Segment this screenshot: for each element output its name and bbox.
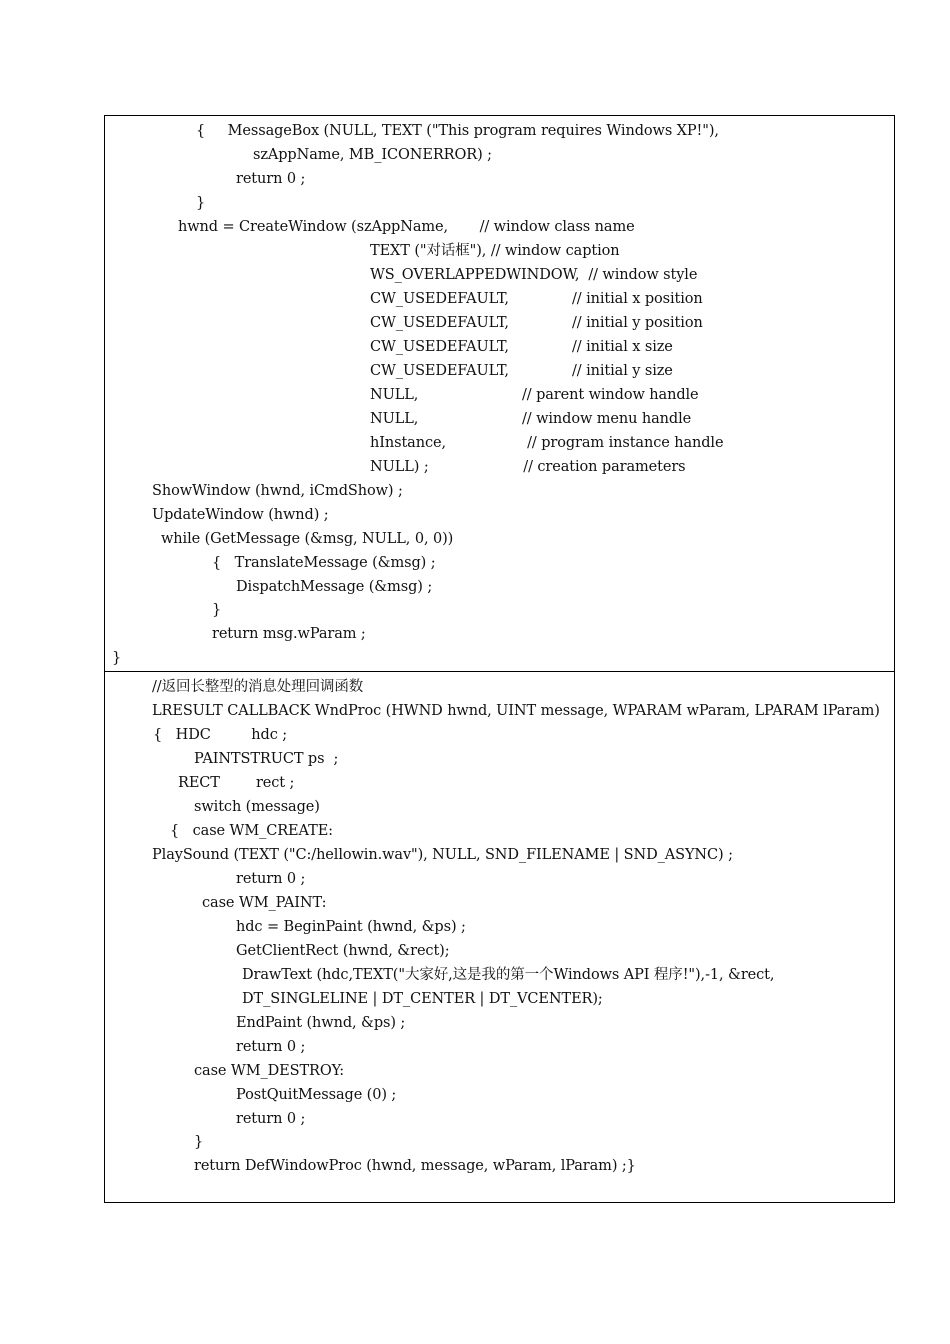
code-line: { HDC hdc ; bbox=[153, 727, 288, 743]
code-line: WS_OVERLAPPEDWINDOW, // window style bbox=[370, 267, 698, 283]
code-line: szAppName, MB_ICONERROR) ; bbox=[253, 147, 492, 163]
code-line: RECT rect ; bbox=[178, 775, 295, 791]
code-line: return msg.wParam ; bbox=[212, 626, 366, 642]
code-line: return 0 ; bbox=[236, 171, 306, 187]
code-line: switch (message) bbox=[194, 799, 320, 815]
table-divider bbox=[104, 671, 895, 672]
code-line: return 0 ; bbox=[236, 871, 306, 887]
code-line: PAINTSTRUCT ps ; bbox=[194, 751, 339, 767]
code-line: return 0 ; bbox=[236, 1039, 306, 1055]
code-line: while (GetMessage (&msg, NULL, 0, 0)) bbox=[161, 531, 454, 547]
code-line: hInstance, // program instance handle bbox=[370, 435, 724, 451]
code-line: NULL, // parent window handle bbox=[370, 387, 699, 403]
code-line: PlaySound (TEXT ("C:/hellowin.wav"), NULL, SND_FILENAME | SND_ASYNC) ; bbox=[152, 847, 733, 863]
code-line: DrawText (hdc,TEXT("大家好,这是我的第一个Windows API 程序!"),-1, &rect, bbox=[242, 967, 775, 983]
code-line: UpdateWindow (hwnd) ; bbox=[152, 507, 329, 523]
code-line: hwnd = CreateWindow (szAppName, // window class name bbox=[178, 219, 635, 235]
code-line: CW_USEDEFAULT, // initial y size bbox=[370, 363, 673, 379]
code-line: LRESULT CALLBACK WndProc (HWND hwnd, UINT message, WPARAM wParam, LPARAM lParam) bbox=[152, 703, 880, 719]
code-line: hdc = BeginPaint (hwnd, &ps) ; bbox=[236, 919, 466, 935]
code-line: NULL) ; // creation parameters bbox=[370, 459, 686, 475]
code-line: NULL, // window menu handle bbox=[370, 411, 692, 427]
code-line: CW_USEDEFAULT, // initial x size bbox=[370, 339, 673, 355]
code-line: { MessageBox (NULL, TEXT ("This program requires Windows XP!"), bbox=[196, 123, 719, 139]
code-line: TEXT ("对话框"), // window caption bbox=[370, 243, 620, 259]
code-line: PostQuitMessage (0) ; bbox=[236, 1087, 397, 1103]
code-line: EndPaint (hwnd, &ps) ; bbox=[236, 1015, 406, 1031]
code-line: GetClientRect (hwnd, &rect); bbox=[236, 943, 450, 959]
code-line: case WM_DESTROY: bbox=[194, 1063, 345, 1079]
code-line: ShowWindow (hwnd, iCmdShow) ; bbox=[152, 483, 403, 499]
code-line: DT_SINGLELINE | DT_CENTER | DT_VCENTER); bbox=[242, 991, 603, 1007]
code-line: { TranslateMessage (&msg) ; bbox=[212, 555, 436, 571]
code-line: CW_USEDEFAULT, // initial x position bbox=[370, 291, 703, 307]
code-line: DispatchMessage (&msg) ; bbox=[236, 579, 433, 595]
code-line: { case WM_CREATE: bbox=[170, 823, 333, 839]
code-line: return DefWindowProc (hwnd, message, wParam, lParam) ;} bbox=[194, 1158, 636, 1174]
code-line: } bbox=[194, 1134, 204, 1150]
code-line: case WM_PAINT: bbox=[202, 895, 327, 911]
code-line: CW_USEDEFAULT, // initial y position bbox=[370, 315, 703, 331]
code-line: } bbox=[112, 650, 122, 666]
code-line: } bbox=[196, 195, 206, 211]
code-comment: //返回长整型的消息处理回调函数 bbox=[152, 679, 364, 695]
code-line: return 0 ; bbox=[236, 1111, 306, 1127]
code-line: } bbox=[212, 602, 222, 618]
